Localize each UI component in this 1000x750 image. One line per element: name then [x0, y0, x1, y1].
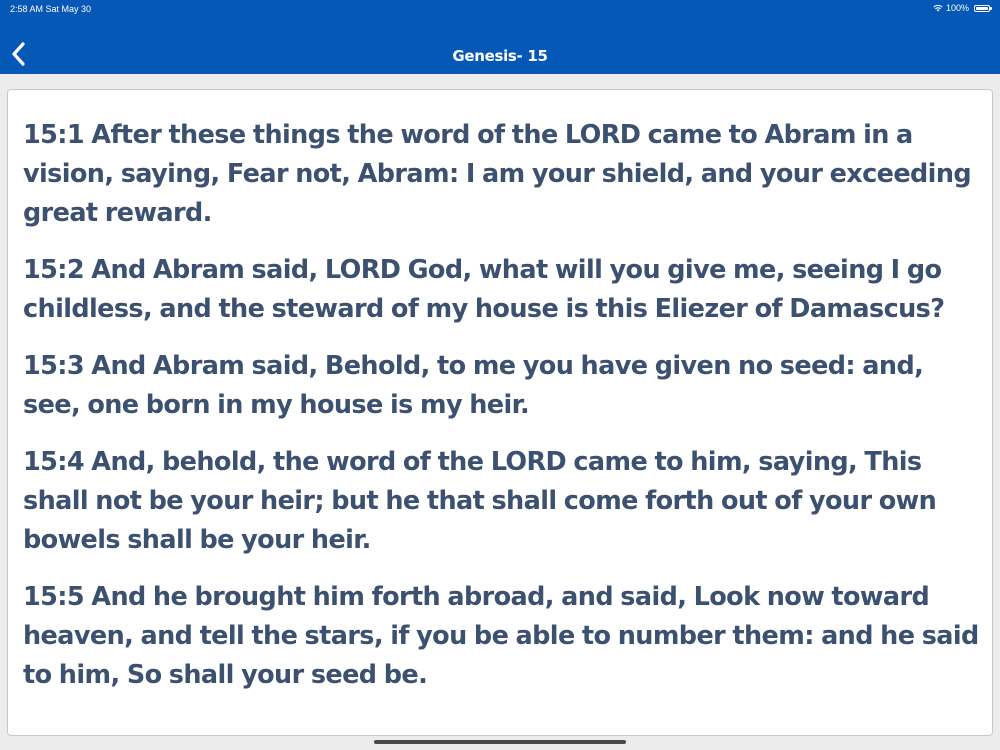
verse-15-5: 15:5 And he brought him forth abroad, and said, Look now toward heaven, and tell the stars, if you be able to number them: and he said to him, So shall your seed be. — [23, 582, 979, 690]
verse-15-3: 15:3 And Abram said, Behold, to me you have given no seed: and, see, one born in my house is my heir. — [23, 351, 924, 420]
status-time: 2:58 AM Sat May 30 — [10, 4, 92, 14]
verse-15-1: 15:1 After these things the word of the LORD came to Abram in a vision, saying, Fear not, Abram: I am your shield, and your exceeding great reward. — [23, 120, 972, 228]
home-indicator[interactable] — [374, 740, 626, 744]
wifi-icon — [933, 4, 943, 12]
page-title: Genesis- 15 — [452, 47, 548, 65]
navigation-header — [0, 0, 1000, 74]
battery-percent: 100% — [945, 3, 969, 13]
verse-list — [23, 116, 981, 713]
battery-full-icon — [974, 5, 990, 12]
status-indicators — [933, 3, 990, 13]
verse-15-2: 15:2 And Abram said, LORD God, what will you give me, seeing I go childless, and the steward of my house is this Eliezer of Damascus? — [23, 255, 945, 324]
status-bar — [0, 0, 1000, 18]
verse-15-4: 15:4 And, behold, the word of the LORD came to him, saying, This shall not be your heir; but he that shall come forth out of your own bowels shall be your heir. — [23, 447, 937, 555]
chapter-text-panel[interactable] — [7, 89, 993, 736]
